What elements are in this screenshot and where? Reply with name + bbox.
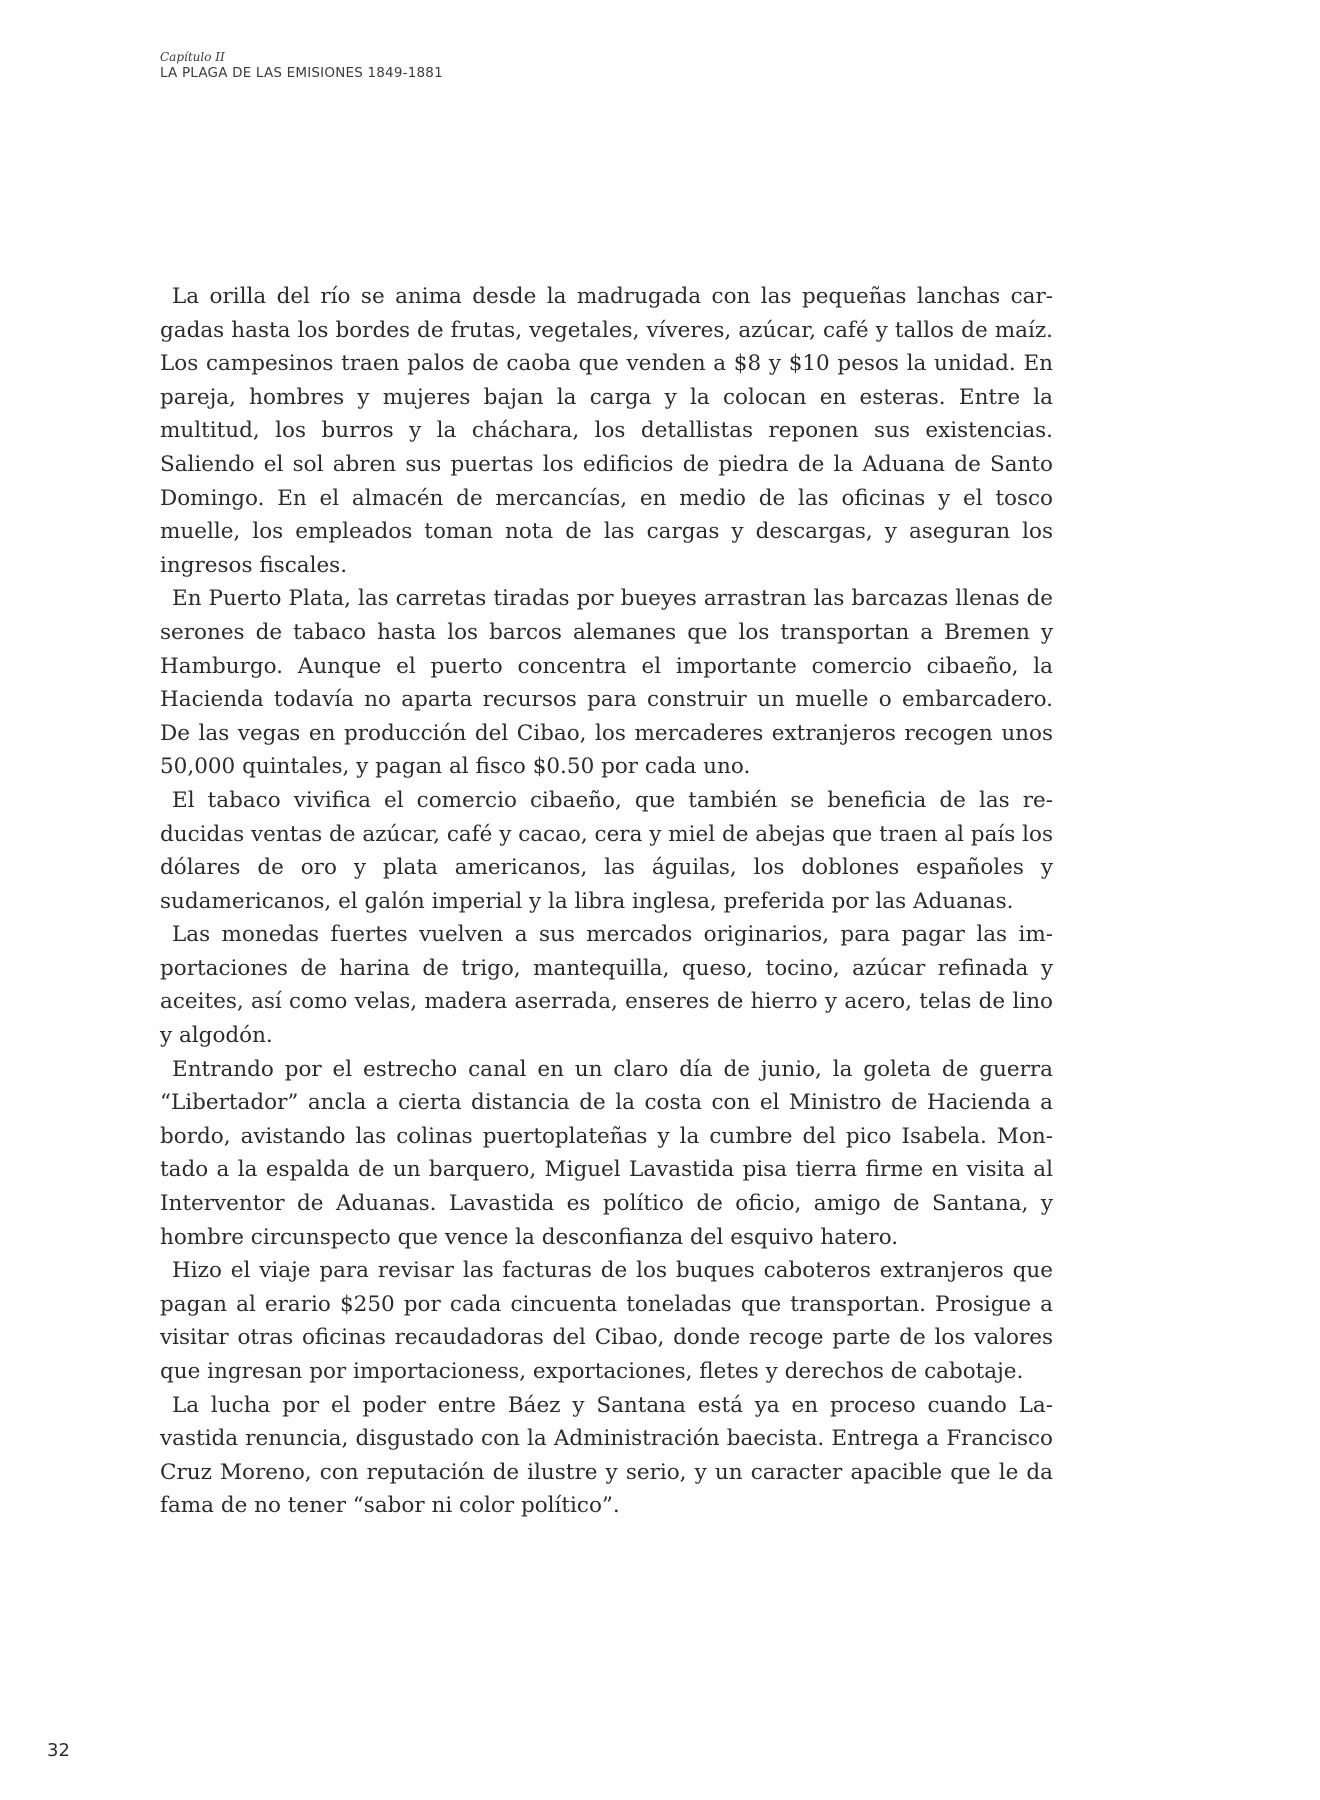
chapter-label: Capítulo II xyxy=(160,50,225,64)
paragraph: En Puerto Plata, las carretas tiradas por bueyes arrastran las barcazas llenas de serones de tabaco hasta los barcos alemanes que los transportan a Bremen y Hamburgo. Aunque el puerto concentra el importante comercio cibaeño, la Hacienda todavía no aparta recursos para construir un muelle o embarcadero. De las vegas en producción del Cibao, los mercaderes extranjeros recogen unos 50,000 quintales, y pagan al fisco $0.50 por cada uno. xyxy=(160,586,1053,780)
paragraph: Las monedas fuertes vuelven a sus mercados originarios, para pagar las importaciones de harina de trigo, mantequilla, queso, tocino, azúcar refinada y aceites, así como velas, madera aserrada, enseres de hierro y acero, telas de lino y algodón. xyxy=(160,922,1053,1049)
paragraph: Hizo el viaje para revisar las facturas de los buques caboteros extranjeros que pagan al erario $250 por cada cincuenta toneladas que transportan. Prosigue a visitar otras oficinas recaudadoras del Cibao, donde recoge parte de los valores que ingresan por importacioness, exportaciones, fletes y derechos de cabotaje. xyxy=(160,1258,1053,1384)
running-head xyxy=(160,50,443,82)
paragraph: El tabaco vivifica el comercio cibaeño, que también se beneficia de las reducidas ventas de azúcar, café y cacao, cera y miel de abejas que traen al país los dólares de oro y plata americanos, las águilas, los doblones españoles y sudamericanos, el galón imperial y la libra inglesa, preferida por las Aduanas. xyxy=(160,787,1053,914)
page-number: 32 xyxy=(47,1740,70,1761)
paragraph: Entrando por el estrecho canal en un claro día de junio, la goleta de guerra “Libertador” ancla a cierta distancia de la costa con el Ministro de Hacienda a bordo, avistando las colinas puertoplateñas y la cumbre del pico Isabela. Montado a la espalda de un barquero, Miguel Lavastida pisa tierra firme en visita al Interventor de Aduanas. Lavastida es político de oficio, amigo de Santana, y hombre circunspecto que vence la desconfianza del esquivo hatero. xyxy=(160,1056,1053,1250)
body-text xyxy=(160,280,1053,1523)
chapter-title: LA PLAGA DE LAS EMISIONES 1849-1881 xyxy=(160,65,443,81)
paragraph: La orilla del río se anima desde la madrugada con las pequeñas lanchas cargadas hasta los bordes de frutas, vegetales, víveres, azúcar, café y tallos de maíz. Los campesinos traen palos de caoba que venden a $8 y $10 pesos la unidad. En pareja, hombres y mujeres bajan la carga y la colocan en esteras. Entre la multitud, los burros y la cháchara, los detallistas reponen sus existencias. Saliendo el sol abren sus puertas los edificios de piedra de la Aduana de Santo Domingo. En el almacén de mercancías, en medio de las oficinas y el tosco muelle, los empleados toman nota de las cargas y descargas, y aseguran los ingresos fiscales. xyxy=(160,284,1053,578)
paragraph: La lucha por el poder entre Báez y Santana está ya en proceso cuando Lavastida renuncia, disgustado con la Administración baecista. Entrega a Francisco Cruz Moreno, con reputación de ilustre y serio, y un caracter apacible que le da fama de no tener “sabor ni color político”. xyxy=(160,1392,1053,1519)
